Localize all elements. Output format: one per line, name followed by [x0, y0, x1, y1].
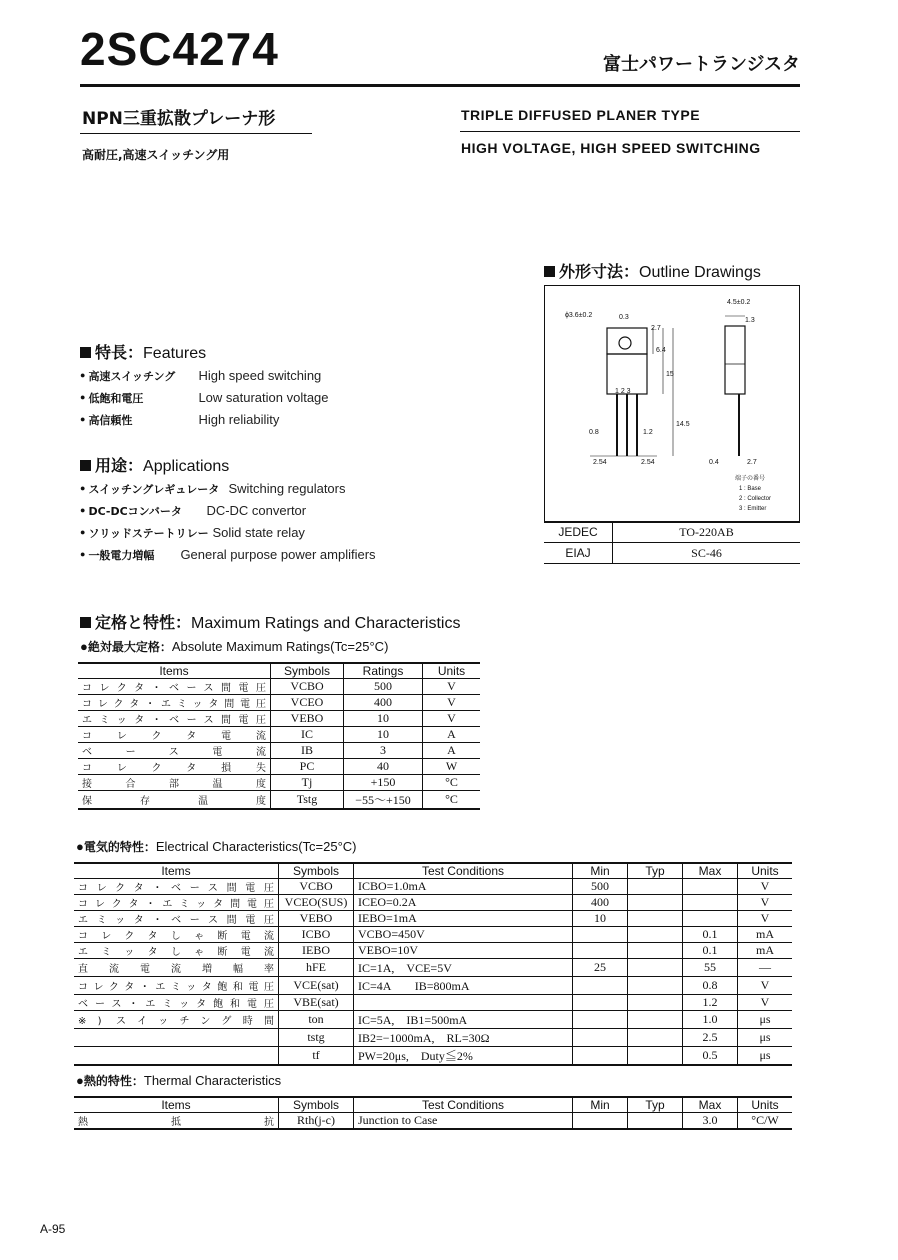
- cell-unit: μs: [738, 1047, 793, 1066]
- electrical-title: ●電気的特性：Electrical Characteristics(Tc=25°C): [76, 839, 357, 854]
- bullet-icon: ●: [80, 527, 86, 537]
- legend-emitter: 3 : Emitter: [739, 506, 767, 512]
- cell-typ: [628, 911, 683, 927]
- table-row: [74, 1047, 792, 1066]
- cell-item: エミッタ・ベース間電圧: [74, 911, 279, 927]
- cell-item: コレクタ損失: [78, 759, 271, 775]
- cell-unit: °C: [423, 775, 481, 791]
- cell-cond: VCBO=450V: [354, 927, 573, 943]
- cell-max: [683, 895, 738, 911]
- table-row: [78, 743, 480, 759]
- cell-rating: 10: [344, 727, 423, 743]
- legend-title: 端子の番号: [735, 476, 766, 482]
- cell-typ: [628, 977, 683, 995]
- cell-item: ベース電流: [78, 743, 271, 759]
- cell-symbol: Tstg: [271, 791, 344, 810]
- cell-max: 0.8: [683, 977, 738, 995]
- cell-unit: W: [423, 759, 481, 775]
- cell-cond: IB2=−1000mA, RL=30Ω: [354, 1029, 573, 1047]
- dim-d5: 14.5: [676, 421, 690, 428]
- applications-list: [80, 478, 376, 566]
- ratings-title: 定格と特性：Maximum Ratings and Characteristics: [80, 610, 460, 633]
- dim-d13: 2.7: [747, 459, 757, 466]
- table-header-row: Items Symbols Test Conditions Min Typ Max Units: [74, 863, 792, 879]
- cell-cond: ICEO=0.2A: [354, 895, 573, 911]
- cell-rating: 40: [344, 759, 423, 775]
- legend-collector: 2 : Collector: [739, 496, 772, 502]
- cell-min: [573, 943, 628, 959]
- cell-item: コレクタ・ベース間電圧: [78, 679, 271, 695]
- legend-base: 1 : Base: [739, 486, 762, 492]
- to220-drawing: [545, 286, 799, 522]
- cell-max: 1.0: [683, 1011, 738, 1029]
- cell-typ: [628, 943, 683, 959]
- cell-rating: 400: [344, 695, 423, 711]
- cell-symbol: Tj: [271, 775, 344, 791]
- cell-max: 3.0: [683, 1113, 738, 1130]
- table-row: [74, 977, 792, 995]
- table-header-row: Items Symbols Ratings Units: [78, 663, 480, 679]
- cell-symbol: VCBO: [279, 879, 354, 895]
- cell-item: コレクタ・エミッタ飽和電圧: [74, 977, 279, 995]
- cell-item: エミッタしゃ断電流: [74, 943, 279, 959]
- cell-cond: VEBO=10V: [354, 943, 573, 959]
- cell-min: [573, 1047, 628, 1066]
- table-row: JEDEC TO-220AB: [544, 522, 800, 543]
- list-item: ● ソリッドステートリレー Solid state relay: [80, 525, 305, 540]
- table-row: [78, 711, 480, 727]
- cell-unit: °C/W: [738, 1113, 793, 1130]
- cell-symbol: Rth(j-c): [279, 1113, 354, 1130]
- en-title-rule: [460, 131, 800, 132]
- cell-unit: mA: [738, 943, 793, 959]
- cell-max: 0.1: [683, 927, 738, 943]
- jp-title-rule: [80, 133, 312, 134]
- table-row: [78, 727, 480, 743]
- cell-min: 25: [573, 959, 628, 977]
- cell-min: [573, 1029, 628, 1047]
- square-bullet-icon: [80, 617, 91, 628]
- pin-numbers: 1 2 3: [615, 388, 631, 395]
- thermal-table: [74, 1096, 792, 1130]
- square-bullet-icon: [80, 347, 91, 358]
- cell-unit: A: [423, 743, 481, 759]
- outline-drawing: [544, 285, 800, 523]
- cell-min: [573, 995, 628, 1011]
- cell-rating: −55～+150: [344, 791, 423, 810]
- cell-max: 55: [683, 959, 738, 977]
- cell-min: 400: [573, 895, 628, 911]
- cell-min: 500: [573, 879, 628, 895]
- bullet-icon: ●: [76, 1073, 84, 1088]
- table-row: [78, 775, 480, 791]
- en-title: TRIPLE DIFFUSED PLANER TYPE: [461, 107, 701, 123]
- table-row: [74, 879, 792, 895]
- dim-d9: 1.2: [643, 429, 653, 436]
- dim-d2: 2.7: [651, 325, 661, 332]
- table-row: [74, 911, 792, 927]
- cell-typ: [628, 959, 683, 977]
- list-item: ● 一般電力増幅 General purpose power amplifiers: [80, 547, 376, 562]
- outline-title: 外形寸法：Outline Drawings: [544, 259, 761, 282]
- dim-d11: 2.54: [641, 459, 655, 466]
- cell-unit: V: [423, 711, 481, 727]
- cell-unit: mA: [738, 927, 793, 943]
- cell-item: コレクタ・エミッタ間電圧: [74, 895, 279, 911]
- cell-unit: V: [423, 695, 481, 711]
- list-item: ● 低飽和電圧 Low saturation voltage: [80, 390, 329, 405]
- package-table: [544, 521, 800, 564]
- cell-typ: [628, 1113, 683, 1130]
- table-row: [78, 695, 480, 711]
- cell-unit: V: [738, 995, 793, 1011]
- table-row: [74, 943, 792, 959]
- dim-d8: 0.8: [589, 429, 599, 436]
- cell-item: エミッタ・ベース間電圧: [78, 711, 271, 727]
- cell-cond: PW=20μs, Duty≦2%: [354, 1047, 573, 1066]
- cell-symbol: VBE(sat): [279, 995, 354, 1011]
- cell-unit: V: [738, 879, 793, 895]
- cell-symbol: VCE(sat): [279, 977, 354, 995]
- dim-d3: 6.4: [656, 347, 666, 354]
- dim-d4: 15: [666, 371, 674, 378]
- abs-max-title: ●絶対最大定格：Absolute Maximum Ratings(Tc=25°C): [80, 639, 389, 654]
- bullet-icon: ●: [80, 549, 86, 559]
- table-row: [74, 1029, 792, 1047]
- bullet-icon: ●: [80, 639, 88, 654]
- cell-typ: [628, 1047, 683, 1066]
- bullet-icon: ●: [76, 839, 84, 854]
- cell-typ: [628, 895, 683, 911]
- cell-cond: Junction to Case: [354, 1113, 573, 1130]
- table-row: [78, 759, 480, 775]
- cell-item: [74, 1047, 279, 1066]
- cell-cond: ICBO=1.0mA: [354, 879, 573, 895]
- cell-symbol: hFE: [279, 959, 354, 977]
- bullet-icon: ●: [80, 505, 86, 515]
- cell-typ: [628, 1011, 683, 1029]
- cell-symbol: PC: [271, 759, 344, 775]
- cell-rating: 3: [344, 743, 423, 759]
- cell-item: ベース・エミッタ飽和電圧: [74, 995, 279, 1011]
- cell-item: 熱抵抗: [74, 1113, 279, 1130]
- cell-symbol: tstg: [279, 1029, 354, 1047]
- bullet-icon: ●: [80, 414, 86, 424]
- cell-typ: [628, 995, 683, 1011]
- cell-symbol: VCEO: [271, 695, 344, 711]
- cell-symbol: VEBO: [271, 711, 344, 727]
- cell-max: 1.2: [683, 995, 738, 1011]
- dim-d10: 2.54: [593, 459, 607, 466]
- table-row: EIAJ SC-46: [544, 543, 800, 564]
- cell-symbol: ICBO: [279, 927, 354, 943]
- cell-min: [573, 1113, 628, 1130]
- cell-cond: IEBO=1mA: [354, 911, 573, 927]
- jp-subtitle: 高耐圧,高速スイッチング用: [82, 148, 230, 162]
- cell-symbol: IEBO: [279, 943, 354, 959]
- square-bullet-icon: [80, 460, 91, 471]
- cell-symbol: IC: [271, 727, 344, 743]
- table-row: [74, 1113, 792, 1130]
- table-row: [74, 959, 792, 977]
- cell-min: [573, 977, 628, 995]
- dim-hole: ϕ3.6±0.2: [565, 312, 593, 319]
- list-item: ● DC-DCコンバータ DC-DC convertor: [80, 503, 307, 518]
- cell-item: コレクタ電流: [78, 727, 271, 743]
- cell-symbol: tf: [279, 1047, 354, 1066]
- part-number: 2SC4274: [80, 23, 279, 75]
- bullet-icon: ●: [80, 483, 86, 493]
- cell-symbol: VCEO(SUS): [279, 895, 354, 911]
- cell-symbol: VEBO: [279, 911, 354, 927]
- cell-cond: [354, 995, 573, 1011]
- cell-symbol: ton: [279, 1011, 354, 1029]
- cell-typ: [628, 1029, 683, 1047]
- cell-unit: V: [738, 911, 793, 927]
- cell-typ: [628, 879, 683, 895]
- table-row: [74, 995, 792, 1011]
- cell-max: 2.5: [683, 1029, 738, 1047]
- header-rule: [80, 84, 800, 87]
- cell-cond: IC=1A, VCE=5V: [354, 959, 573, 977]
- jp-title: NPN三重拡散プレーナ形: [82, 109, 276, 129]
- table-row: [78, 791, 480, 810]
- cell-unit: μs: [738, 1029, 793, 1047]
- dim-d12: 0.4: [709, 459, 719, 466]
- cell-unit: °C: [423, 791, 481, 810]
- cell-item: 接合部温度: [78, 775, 271, 791]
- cell-max: 0.5: [683, 1047, 738, 1066]
- cell-max: [683, 911, 738, 927]
- cell-unit: A: [423, 727, 481, 743]
- cell-min: [573, 1011, 628, 1029]
- cell-rating: 10: [344, 711, 423, 727]
- cell-item: 直流電流増幅率: [74, 959, 279, 977]
- features-title: 特長：Features: [80, 340, 206, 363]
- electrical-table: [74, 862, 792, 1066]
- cell-unit: μs: [738, 1011, 793, 1029]
- square-bullet-icon: [544, 266, 555, 277]
- cell-typ: [628, 927, 683, 943]
- list-item: ● 高速スイッチング High speed switching: [80, 368, 322, 383]
- bullet-icon: ●: [80, 370, 86, 380]
- cell-unit: V: [738, 895, 793, 911]
- table-row: [74, 927, 792, 943]
- cell-item: ※) スイッチング時間: [74, 1011, 279, 1029]
- page-number: A-95: [40, 1222, 66, 1236]
- cell-min: [573, 927, 628, 943]
- cell-item: コレクタ・エミッタ間電圧: [78, 695, 271, 711]
- cell-item: 保存温度: [78, 791, 271, 810]
- cell-rating: 500: [344, 679, 423, 695]
- dim-d7: 1.3: [745, 317, 755, 324]
- cell-unit: —: [738, 959, 793, 977]
- table-row: [74, 1011, 792, 1029]
- cell-max: 0.1: [683, 943, 738, 959]
- cell-item: コレクタ・ベース間電圧: [74, 879, 279, 895]
- list-item: ● 高信頼性 High reliability: [80, 412, 280, 427]
- table-header-row: Items Symbols Test Conditions Min Typ Max Units: [74, 1097, 792, 1113]
- cell-symbol: IB: [271, 743, 344, 759]
- table-row: [74, 895, 792, 911]
- cell-unit: V: [423, 679, 481, 695]
- list-item: ● スイッチングレギュレータ Switching regulators: [80, 481, 346, 496]
- cell-max: [683, 879, 738, 895]
- cell-item: [74, 1029, 279, 1047]
- cell-item: コレクタしゃ断電流: [74, 927, 279, 943]
- en-subtitle: HIGH VOLTAGE, HIGH SPEED SWITCHING: [461, 140, 761, 156]
- maker-label: 富士パワートランジスタ: [602, 54, 800, 75]
- cell-min: 10: [573, 911, 628, 927]
- cell-unit: V: [738, 977, 793, 995]
- dim-d1: 0.3: [619, 314, 629, 321]
- bullet-icon: ●: [80, 392, 86, 402]
- thermal-title: ●熱的特性：Thermal Characteristics: [76, 1073, 282, 1088]
- dim-d6: 4.5±0.2: [727, 299, 751, 306]
- features-list: [80, 365, 329, 431]
- cell-rating: +150: [344, 775, 423, 791]
- cell-cond: IC=5A, IB1=500mA: [354, 1011, 573, 1029]
- table-row: [78, 679, 480, 695]
- cell-symbol: VCBO: [271, 679, 344, 695]
- cell-cond: IC=4A IB=800mA: [354, 977, 573, 995]
- applications-title: 用途：Applications: [80, 453, 229, 476]
- abs-max-table: [78, 662, 480, 810]
